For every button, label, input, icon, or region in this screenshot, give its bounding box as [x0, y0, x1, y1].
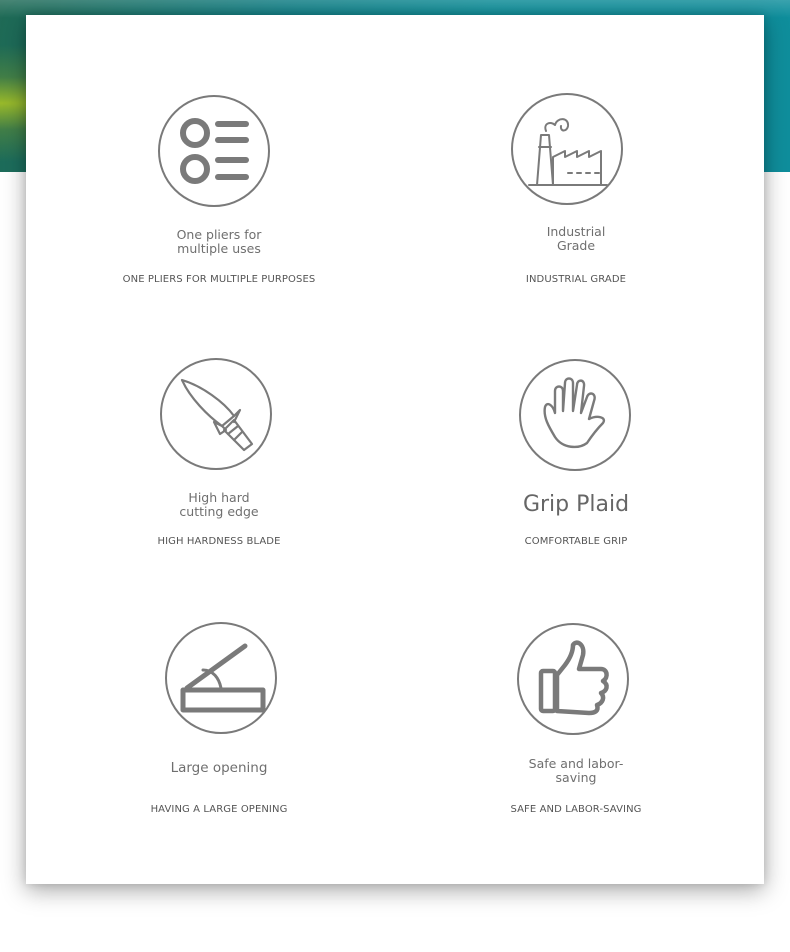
- knife-icon: [160, 358, 272, 470]
- thumbs-up-icon: [517, 623, 629, 735]
- feature-caption: INDUSTRIAL GRADE: [525, 274, 627, 285]
- feature-title: Large opening: [170, 760, 268, 776]
- feature-title: Grip Plaid: [522, 492, 630, 517]
- feature-caption: ONE PLIERS FOR MULTIPLE PURPOSES: [122, 274, 316, 285]
- feature-caption: HIGH HARDNESS BLADE: [157, 536, 281, 547]
- feature-title: One pliers for multiple uses: [176, 227, 262, 256]
- feature-title: High hard cutting edge: [179, 490, 259, 519]
- feature-caption: COMFORTABLE GRIP: [524, 536, 628, 547]
- feature-title: Safe and labor-saving: [528, 756, 624, 785]
- list-icon: [158, 95, 270, 207]
- feature-caption: SAFE AND LABOR-SAVING: [510, 804, 642, 815]
- feature-caption: HAVING A LARGE OPENING: [150, 804, 288, 815]
- features-card: [26, 15, 764, 884]
- feature-title: Industrial Grade: [546, 224, 606, 253]
- factory-icon: [511, 93, 623, 205]
- opening-icon: [165, 622, 277, 734]
- hand-icon: [519, 359, 631, 471]
